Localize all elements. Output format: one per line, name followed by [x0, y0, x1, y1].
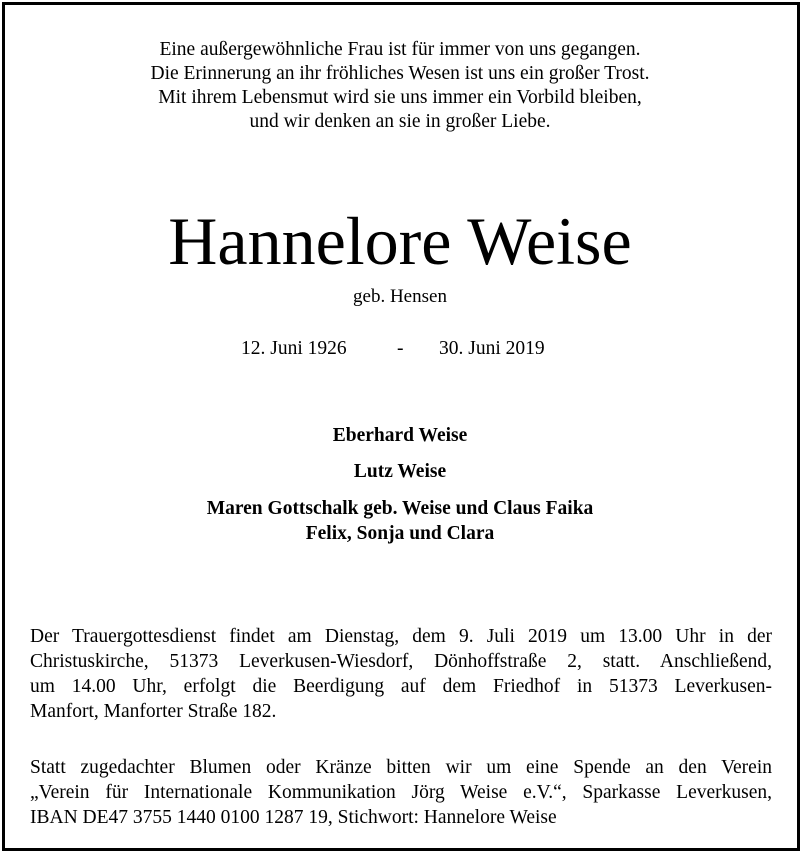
intro-line: Eine außergewöhnliche Frau ist für immer von uns gegangen.	[159, 39, 641, 60]
service-line: Christuskirche, 51373 Leverkusen-Wiesdorf, Dönhoffstraße 2, statt. Anschließend,	[30, 651, 772, 672]
service-line: Der Trauergottesdienst findet am Dienstag, dem 9. Juli 2019 um 13.00 Uhr in der	[30, 626, 772, 647]
service-line: Manfort, Manforter Straße 182.	[30, 701, 277, 722]
donation-line: „Verein für Internationale Kommunikation Jörg Weise e.V.“, Sparkasse Leverkusen,	[30, 782, 772, 803]
date-separator: -	[397, 338, 404, 359]
mourner-name: Eberhard Weise	[332, 425, 468, 446]
birth-date: 12. Juni 1926	[241, 338, 347, 359]
mourner-name: Felix, Sonja und Clara	[305, 523, 495, 544]
death-date: 30. Juni 2019	[439, 338, 545, 359]
intro-line: Mit ihrem Lebensmut wird sie uns immer ein Vorbild bleiben,	[158, 87, 642, 108]
intro-line: Die Erinnerung an ihr fröhliches Wesen ist uns ein großer Trost.	[150, 63, 650, 84]
maiden-name: geb. Hensen	[353, 286, 447, 307]
mourner-name: Lutz Weise	[353, 461, 447, 482]
donation-paragraph	[30, 755, 772, 830]
donation-line: Statt zugedachter Blumen oder Kränze bitten wir um eine Spende an den Verein	[30, 757, 772, 778]
mourner-name: Maren Gottschalk geb. Weise und Claus Faika	[206, 498, 594, 519]
service-paragraph	[30, 624, 772, 724]
donation-line: IBAN DE47 3755 1440 0100 1287 19, Stichwort: Hannelore Weise	[30, 807, 557, 828]
deceased-name: Hannelore Weise	[168, 203, 632, 279]
service-line: um 14.00 Uhr, erfolgt die Beerdigung auf dem Friedhof in 51373 Leverkusen-	[30, 676, 772, 697]
intro-line: und wir denken an sie in großer Liebe.	[249, 111, 551, 132]
intro-verse	[0, 38, 800, 134]
